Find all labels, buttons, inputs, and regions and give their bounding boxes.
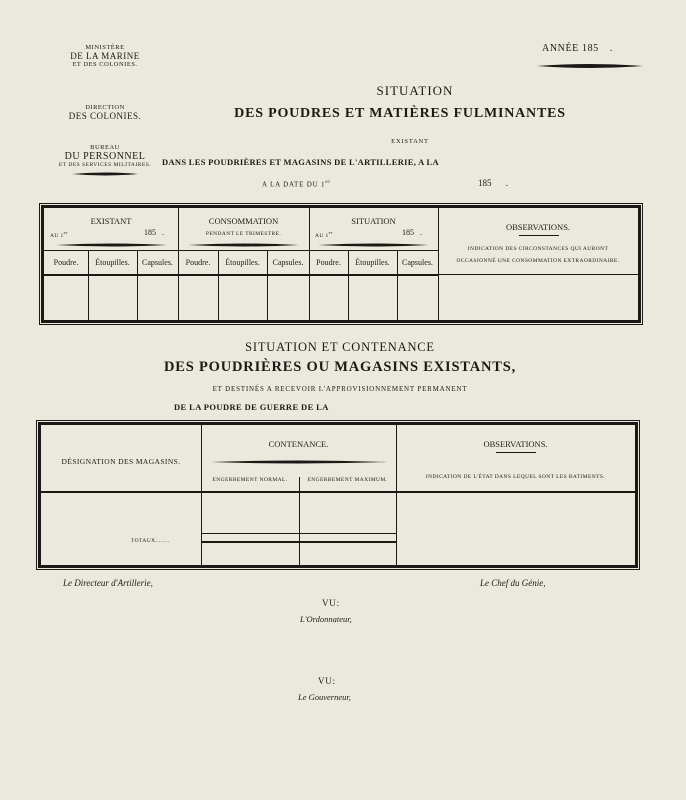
- form1-date-year-block: [478, 178, 508, 188]
- col-engerbement-maximum: ENGERBEMENT MAXIMUM.: [307, 477, 388, 483]
- col-etoupilles-2: Étoupilles.: [225, 258, 260, 267]
- ministry-line3: ET DES COLONIES.: [72, 61, 138, 68]
- group-existant-year: 185: [144, 228, 156, 237]
- col-poudre-1: Poudre.: [53, 258, 79, 267]
- group-consommation-swash: [186, 242, 301, 248]
- vu-ordonnateur-label: VU:: [322, 598, 340, 608]
- bureau-block: [40, 144, 170, 178]
- group-consommation-sub: PENDANT LE TRIMESTRE.: [205, 231, 282, 237]
- form1-title-line2: DES POUDRES ET MATIÈRES FULMINANTES: [234, 106, 566, 121]
- bureau-line2: DU PERSONNEL: [64, 151, 146, 162]
- form2-observations-text: INDICATION DE L'ÉTAT DANS LEQUEL SONT LES BATIMENTS.: [425, 474, 606, 480]
- year-label: [542, 43, 613, 54]
- signature-gouverneur: Le Gouverneur,: [298, 692, 351, 702]
- form2-observations-title: OBSERVATIONS.: [483, 439, 548, 449]
- form1-date-dot: .: [505, 178, 508, 188]
- totals-label: TOTAUX........: [131, 538, 170, 544]
- group-situation-sub-year: [402, 228, 422, 237]
- group-situation-sub-sup: er: [328, 230, 333, 235]
- contenance-swash: [209, 459, 389, 465]
- form1-title-line1: SITUATION: [376, 83, 454, 98]
- form1-existant: EXISTANT: [391, 138, 429, 145]
- col-engerbement-normal: ENGERBEMENT NORMAL.: [212, 477, 288, 483]
- signature-ordonnateur: L'Ordonnateur,: [300, 614, 352, 624]
- signature-director: Le Directeur d'Artillerie,: [63, 578, 153, 588]
- ministry-line1: MINISTÈRE: [85, 44, 125, 51]
- form2-line3: ET DESTINÉS A RECEVOIR L'APPROVISIONNEMENT PERMANENT: [212, 385, 468, 393]
- bureau-line3: ET DES SERVICES MILITAIRES.: [58, 162, 152, 168]
- col-capsules-3: Capsules.: [402, 258, 433, 267]
- group-situation-swash: [316, 242, 431, 248]
- form2-line4: DE LA POUDRE DE GUERRE DE LA: [174, 402, 329, 412]
- col-capsules-2: Capsules.: [272, 258, 304, 267]
- form1-observations-line1: INDICATION DES CIRCONSTANCES QUI AURONT: [467, 246, 609, 252]
- group-existant-swash: [54, 242, 169, 248]
- ornament-swash: [70, 170, 140, 178]
- group-existant-sub: [50, 230, 68, 239]
- year-swash: [535, 62, 645, 70]
- year-label-text: ANNÉE 185: [542, 43, 599, 54]
- direction-line1: DIRECTION: [85, 104, 125, 111]
- form2-table: [38, 422, 638, 568]
- col-capsules-1: Capsules.: [142, 258, 173, 267]
- contenance-header: CONTENANCE.: [268, 439, 329, 449]
- form1-date-sup: er: [325, 180, 331, 185]
- ministry-line2: DE LA MARINE: [70, 51, 140, 61]
- direction-block: [40, 104, 170, 121]
- ministry-block: [40, 44, 170, 68]
- signature-chef: Le Chef du Génie,: [480, 578, 546, 588]
- group-situation-sub-left: AU 1: [315, 232, 329, 239]
- form1-date-prefix: A LA DATE DU 1: [262, 180, 326, 189]
- group-situation-sub: [315, 230, 333, 239]
- direction-line2: DES COLONIES.: [68, 111, 142, 121]
- designation-header: DÉSIGNATION DES MAGASINS.: [61, 457, 181, 466]
- form1-date: [262, 180, 331, 188]
- group-situation-year: 185: [402, 228, 414, 237]
- form1-table: [41, 205, 641, 323]
- col-poudre-2: Poudre.: [185, 258, 211, 267]
- group-existant-sub-sup: er: [63, 230, 68, 235]
- col-poudre-3: Poudre.: [316, 258, 341, 267]
- form1-observations-title: OBSERVATIONS.: [505, 222, 571, 232]
- form1-location: DANS LES POUDRIÈRES ET MAGASINS DE L'ARTILLERIE, A LA: [162, 157, 439, 167]
- group-existant-sub-left: AU 1: [50, 232, 64, 239]
- group-consommation-title: CONSOMMATION: [208, 216, 279, 226]
- form1-date-year: 185: [478, 178, 492, 188]
- group-existant-sub-year: [144, 228, 164, 237]
- col-etoupilles-1: Étoupilles.: [95, 258, 130, 267]
- form2-title-line2: DES POUDRIÈRES OU MAGASINS EXISTANTS,: [163, 359, 517, 375]
- group-existant-title: EXISTANT: [90, 216, 132, 226]
- group-situation-title: SITUATION: [351, 216, 396, 226]
- vu-gouverneur-label: VU:: [318, 676, 336, 686]
- form2-title-line1: SITUATION ET CONTENANCE: [245, 340, 435, 354]
- year-dot: .: [609, 43, 614, 54]
- group-existant-dot: .: [162, 228, 164, 237]
- group-situation-dot: .: [420, 228, 422, 237]
- form1-observations-line2: OCCASIONNÉ UNE CONSOMMATION EXTRAORDINAIRE.: [456, 258, 620, 264]
- bureau-line1: BUREAU: [90, 144, 120, 151]
- col-etoupilles-3: Étoupilles.: [355, 258, 390, 267]
